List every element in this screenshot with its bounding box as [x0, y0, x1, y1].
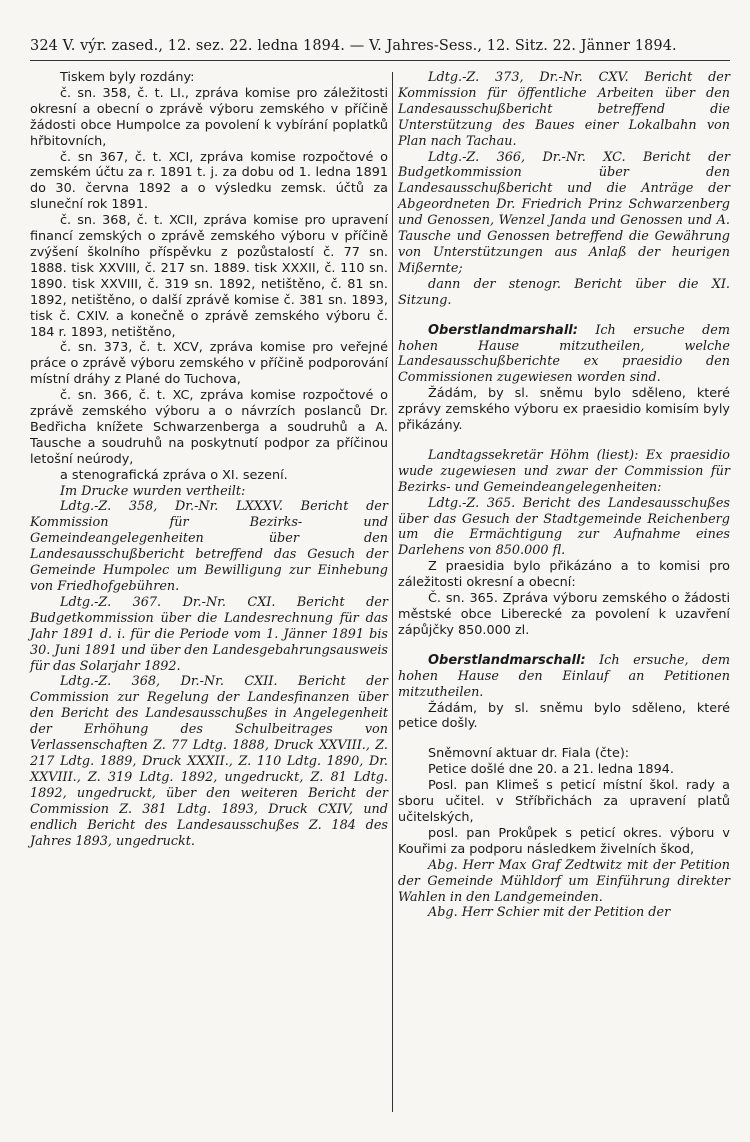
- paragraph: Ldtg.-Z. 367. Dr.-Nr. CXI. Bericht der Budgetkommission über die Landesrechnung für das Jahr 1891 d. i. für die Periode vom 1. Jänner 1891 bis 30. Juni 1891 und über den Landesgebahrungsausweis für das Solarjahr 1892.: [30, 594, 388, 674]
- paragraph: Im Drucke wurden vertheilt:: [60, 483, 246, 499]
- paragraph: Ldtg.-Z. 366, Dr.-Nr. XC. Bericht der Budgetkommission über den Landesausschußbericht und die Anträge der Abgeordneten Dr. Friedrich Prinz Schwarzenberg und Genossen, Wenzel Janda und Genossen und A. Tausche und Genossen betreffend die Gewährung von Unterstützungen aus Anlaß der heurigen Mißernte;: [398, 149, 730, 276]
- paragraph: Petice došlé dne 20. a 21. ledna 1894.: [428, 762, 674, 778]
- paragraph: č. sn. 368, č. t. XCII, zpráva komise pro upravení financí zemských o zprávě zemského výboru v příčině zvýšení školního příspěvku z pozůstalostí č. 77 sn. 1888. tisk XXVIII, č. 217 sn. 1889. tisk XXXII, č. 110 sn. 1890. tisk XXVIII, č. 319 sn. 1892, netištěno, č. 81 sn. 1892, netištěno, o další zprávě komise č. 381 sn. 1893, tisk č. CXIV. a konečně o zprávě zemského výboru č. 184 r. 1893, netištěno,: [30, 213, 388, 340]
- paragraph: Abg. Herr Max Graf Zedtwitz mit der Petition der Gemeinde Mühldorf um Einführung direkter Wahlen in den Landgemeinden.: [398, 857, 730, 905]
- paragraph: Abg. Herr Schier mit der Petition der: [428, 905, 671, 921]
- paragraph: Z praesidia bylo přikázáno a to komisi pro záležitosti okresní a obecní:: [398, 559, 730, 591]
- paragraph: č. sn 367, č. t. XCI, zpráva komise rozpočtové o zemském účtu za r. 1891 t. j. za dobu od 1. ledna 1891 do 30. června 1892 a o výsledku zemsk. účtů za sluneční rok 1891.: [30, 149, 388, 213]
- speech-text: Ich ersuche dem hohen Hause mitzutheilen, welche Landesausschußberichte ex praesidio den Commissionen zugewiesen worden sind.: [398, 322, 730, 386]
- paragraph: Žádám, by sl. sněmu bylo sděleno, které petice došly.: [398, 700, 730, 732]
- paragraph: posl. pan Prokůpek s peticí okres. výboru v Kouřimi za podporu následkem živelních škod,: [398, 825, 730, 857]
- page-header: 324 V. výr. zased., 12. sez. 22. ledna 1894. — V. Jahres-Sess., 12. Sitz. 22. Jänner 1894.: [30, 38, 677, 54]
- paragraph: č. sn. 373, č. t. XCV, zpráva komise pro veřejné práce o zprávě výboru zemského v příčině podporování místní dráhy z Plané do Tuchova,: [30, 340, 388, 388]
- header-rule: [30, 60, 730, 61]
- paragraph: Tiskem byly rozdány:: [60, 70, 195, 85]
- right-column: [398, 70, 730, 921]
- paragraph: Ldtg.-Z. 373, Dr.-Nr. CXV. Bericht der Kommission für öffentliche Arbeiten über den Landesausschußbericht betreffend die Unterstützung des Baues einer Lokalbahn von Plan nach Tachau.: [398, 70, 730, 149]
- paragraph: Sněmovní aktuar dr. Fiala (čte):: [428, 746, 630, 762]
- speaker-name: Oberstlandmarshall:: [428, 322, 578, 338]
- paragraph: [398, 653, 730, 701]
- paragraph: Ldtg.-Z. 365. Bericht des Landesausschußes über das Gesuch der Stadtgemeinde Reichenberg um die Ermächtigung zur Aufnahme eines Darlehens von 850.000 fl.: [398, 495, 730, 559]
- speaker-name: Oberstlandmarschall:: [428, 652, 586, 668]
- paragraph: Žádám, by sl. sněmu bylo sděleno, které zprávy zemského výboru ex praesidio komisím byly přikázány.: [398, 386, 730, 434]
- paragraph: č. sn. 366, č. t. XC, zpráva komise rozpočtové o zprávě zemského výboru a o návrzích poslanců Dr. Bedřicha knížete Schwarzenberga a soudruhů a A. Tausche a soudruhů na poskytnutí podpor za příčinou letošní neúrody,: [30, 388, 388, 467]
- column-divider: [392, 72, 393, 1112]
- paragraph: Landtagssekretär Höhm (liest): Ex praesidio wude zugewiesen und zwar der Commission für Bezirks- und Gemeindeangelegenheiten:: [398, 447, 730, 495]
- paragraph: dann der stenogr. Bericht über die XI. Sitzung.: [398, 276, 730, 308]
- paragraph: Č. sn. 365. Zpráva výboru zemského o žádosti městské obce Liberecké za povolení k uzavření zápůjčky 850.000 zl.: [398, 591, 730, 638]
- paragraph: Ldtg.-Z. 368, Dr.-Nr. CXII. Bericht der Commission zur Regelung der Landesfinanzen über den Bericht des Landesausschußes in Angelegenheit der Erhöhung des Schulbeitrages von Verlassenschaften Z. 77 Ldtg. 1888, Druck XXVIII., Z. 217 Ldtg. 1889, Druck XXXII., Z. 110 Ldtg. 1890, Dr. XXVIII., Z. 319 Ldtg. 1892, ungedruckt, Z. 81 Ldtg. 1892, ungedruckt, über den weiteren Bericht der Commission Z. 381 Ldtg. 1893, Druck CXIV, und endlich Bericht des Landesausschußes Z. 184 des Jahres 1893, ungedruckt.: [30, 674, 388, 849]
- paragraph: č. sn. 358, č. t. LI., zpráva komise pro záležitosti okresní a obecní o zprávě výboru zemského v příčině žádosti obce Humpolce za povolení k vybírání poplatků hřbitovních,: [30, 85, 388, 149]
- paragraph: [398, 323, 730, 387]
- paragraph: Posl. pan Klimeš s peticí místní škol. rady a sboru učitel. v Stříbřichách za upravení platů učitelských,: [398, 778, 730, 825]
- paragraph: Ldtg.-Z. 358, Dr.-Nr. LXXXV. Bericht der Kommission für Bezirks- und Gemeindeangelegenheiten über den Landesausschußbericht betreffend das Gesuch der Gemeinde Humpolec um Bewilligung zur Einhebung von Friedhofgebühren.: [30, 499, 388, 594]
- speech-text: Ich ersuche, dem hohen Hause den Einlauf an Petitionen mitzutheilen.: [398, 652, 730, 700]
- paragraph: a stenografická zpráva o XI. sezení.: [60, 467, 288, 483]
- left-column: [30, 70, 388, 849]
